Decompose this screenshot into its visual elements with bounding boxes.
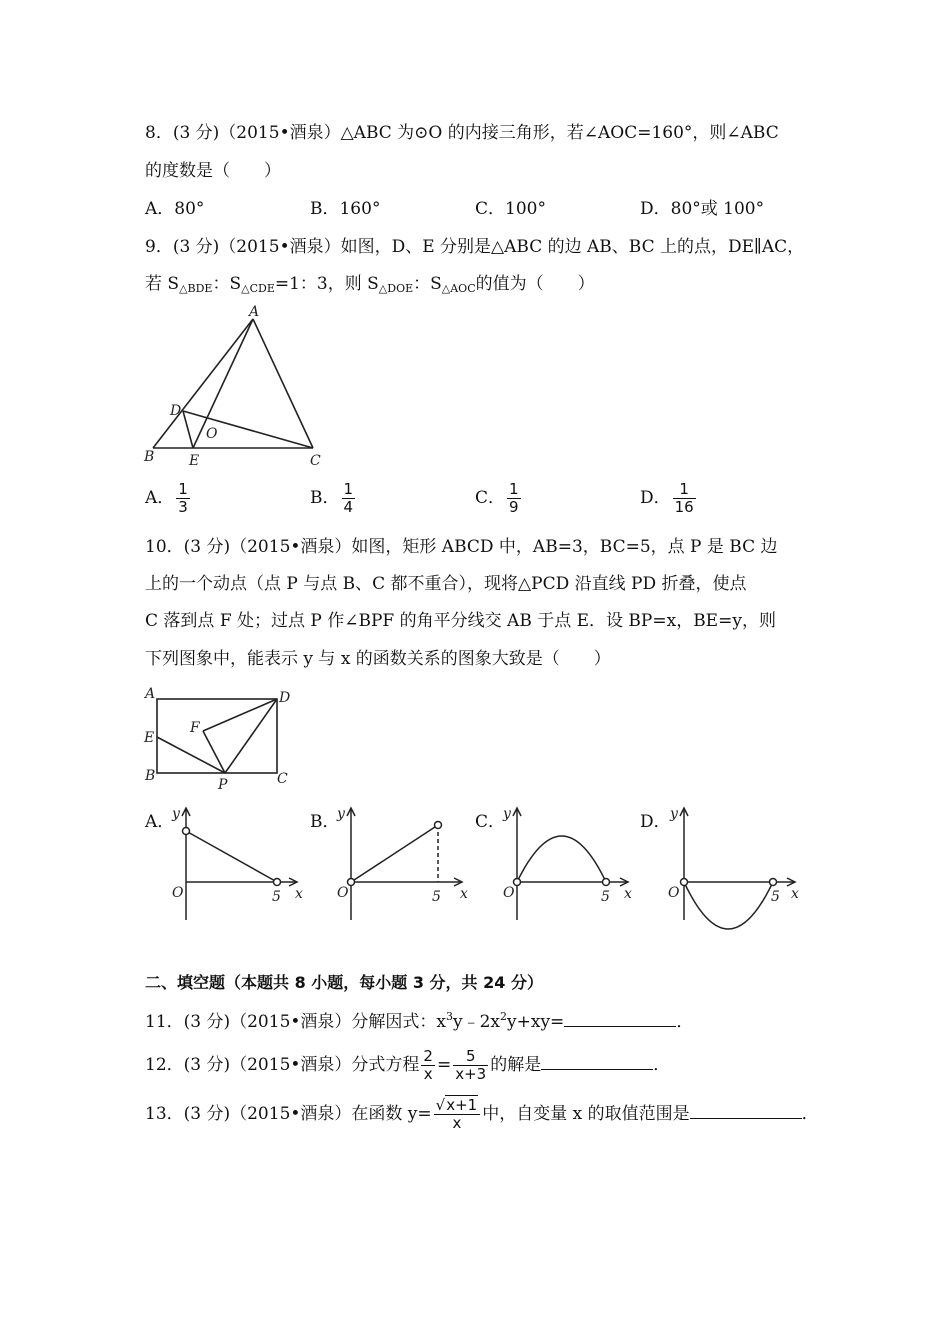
numerator: 5: [453, 1048, 488, 1066]
q9-option-b: [310, 481, 357, 516]
denominator: 3: [178, 498, 188, 516]
q8-option-c: C．100°: [475, 199, 546, 219]
q9-line2: [145, 273, 595, 295]
sqrt-icon: √: [435, 1096, 446, 1114]
origin-label: O: [503, 885, 515, 901]
q8-option-b: B．160°: [310, 199, 381, 219]
tick-label-5: 5: [432, 889, 441, 905]
numerator: 2: [423, 1047, 433, 1065]
label-e: E: [189, 453, 200, 469]
graph-line: [351, 825, 438, 882]
label-p: P: [218, 777, 228, 793]
axis-label-y: y: [670, 806, 678, 822]
q10-rectangle-figure: [140, 684, 300, 794]
fraction: [434, 1097, 481, 1132]
denominator: x: [423, 1065, 433, 1083]
fraction: [673, 481, 696, 516]
q11-text: y﹣2x: [453, 1012, 501, 1032]
answer-blank[interactable]: [541, 1053, 653, 1070]
q12-text: ．: [653, 1055, 671, 1075]
q12-line: [145, 1048, 670, 1083]
q9-sub-aoc: △AOC: [441, 282, 476, 295]
graph-d: [663, 800, 813, 925]
numerator: [434, 1097, 481, 1115]
open-point: [603, 879, 610, 886]
axis-label-x: x: [295, 886, 303, 902]
label-c: C: [277, 771, 288, 787]
q9-text: ：S: [212, 274, 242, 294]
label-e: E: [144, 730, 155, 746]
open-point: [183, 828, 190, 835]
q9-option-a: [145, 481, 192, 516]
origin-label: O: [337, 885, 349, 901]
axis-label-x: x: [460, 886, 468, 902]
tick-label-5: 5: [771, 889, 780, 905]
origin-label: O: [172, 885, 184, 901]
axis-label-y: y: [503, 806, 511, 822]
q9-text: ：S: [413, 274, 442, 294]
q11-text: y+xy=: [507, 1012, 565, 1032]
q8-option-d: D．80°或 100°: [640, 199, 765, 219]
q12-text: 的解是: [490, 1055, 542, 1075]
exponent: 2: [500, 1010, 508, 1023]
numerator: 1: [343, 480, 354, 498]
label-o: O: [206, 426, 218, 442]
graph-c: [496, 800, 646, 925]
open-point: [274, 879, 281, 886]
open-point: [681, 879, 688, 886]
graph-a: [165, 800, 315, 925]
denominator: 4: [343, 498, 354, 516]
segment-ba: [153, 319, 253, 448]
q9-option-d: [640, 481, 698, 516]
q9-sub-cde: △CDE: [241, 282, 275, 295]
label-f: F: [190, 720, 200, 736]
q10-line2: 上的一个动点（点 P 与点 B、C 都不重合），现将△PCD 沿直线 PD 折叠，使点: [145, 574, 747, 594]
answer-blank[interactable]: [564, 1010, 676, 1027]
fraction: [176, 481, 190, 516]
q10-option-d: D．: [640, 812, 671, 832]
label-b: B: [145, 768, 156, 784]
q13-line: [145, 1097, 819, 1132]
numerator: 1: [178, 480, 188, 498]
axis-label-x: x: [791, 886, 799, 902]
option-letter: C．: [475, 488, 506, 508]
exponent: 3: [446, 1010, 453, 1023]
q9-text: 的值为（ ）: [475, 274, 595, 294]
q10-line3: C 落到点 F 处；过点 P 作∠BPF 的角平分线交 AB 于点 E．设 BP=x，BE=y，则: [145, 611, 776, 631]
q11-line: [145, 1010, 693, 1033]
origin-label: O: [668, 885, 680, 901]
fraction: [507, 481, 521, 516]
segment-ac: [253, 319, 313, 448]
numerator: 1: [509, 480, 519, 498]
q13-text: 中，自变量 x 的取值范围是: [482, 1104, 690, 1124]
tick-label-5: 5: [272, 889, 281, 905]
q9-line1: 9．(3 分)（2015•酒泉）如图，D、E 分别是△ABC 的边 AB、BC 上的点，DE∥AC，: [145, 237, 805, 257]
answer-blank[interactable]: [690, 1102, 802, 1119]
q13-text: 13．(3 分)（2015•酒泉）在函数 y=: [145, 1104, 432, 1124]
axis-label-x: x: [624, 886, 632, 902]
fraction: [453, 1048, 488, 1083]
option-letter: A．: [145, 488, 175, 508]
axis-label-y: y: [172, 806, 180, 822]
section-2-title: 二、填空题（本题共 8 小题，每小题 3 分，共 24 分）: [145, 973, 543, 992]
segment-dc: [183, 411, 313, 448]
q9-text: =1：3，则 S: [274, 274, 379, 294]
q10-option-a: A．: [145, 812, 175, 832]
graph-curve: [517, 836, 606, 882]
open-point: [770, 879, 777, 886]
label-b: B: [144, 449, 155, 465]
q9-text: 若 S: [145, 274, 180, 294]
q12-text: 12．(3 分)（2015•酒泉）分式方程: [145, 1055, 420, 1075]
open-point: [514, 879, 521, 886]
denominator: x+3: [455, 1065, 487, 1083]
label-c: C: [310, 453, 321, 469]
tick-label-5: 5: [601, 889, 610, 905]
fraction: [342, 481, 356, 516]
q10-option-b: B．: [310, 812, 340, 832]
graph-curve: [684, 882, 773, 929]
radicand: x+1: [446, 1096, 478, 1114]
q9-triangle-figure: [140, 304, 340, 470]
fraction: [421, 1048, 435, 1083]
denominator: 9: [509, 498, 519, 516]
option-letter: D．: [640, 488, 671, 508]
q11-text: 11．(3 分)（2015•酒泉）分解因式：x: [145, 1012, 446, 1032]
q9-sub-bde: △BDE: [179, 282, 213, 295]
open-point: [435, 822, 442, 829]
q13-text: ．: [801, 1104, 819, 1124]
label-d: D: [170, 403, 182, 419]
segment-de: [183, 411, 193, 448]
q10-line1: 10．(3 分)（2015•酒泉）如图，矩形 ABCD 中，AB=3，BC=5，点 P 是 BC 边: [145, 537, 778, 557]
q9-option-c: [475, 481, 523, 516]
denominator: x: [452, 1114, 462, 1132]
denominator: 16: [674, 498, 694, 516]
label-a: A: [145, 686, 156, 702]
q8-line1: 8．(3 分)（2015•酒泉）△ABC 为⊙O 的内接三角形，若∠AOC=160°，则∠ABC: [145, 123, 779, 143]
equals-sign: =: [436, 1055, 452, 1075]
option-letter: B．: [310, 488, 340, 508]
q11-text: ．: [676, 1012, 694, 1032]
graph-line: [186, 831, 277, 882]
q8-line2: 的度数是（ ）: [145, 161, 281, 181]
rectangle-abcd: [157, 699, 277, 773]
q8-option-a: A．80°: [145, 199, 205, 219]
numerator: 1: [673, 481, 696, 499]
q9-sub-doe: △DOE: [378, 282, 414, 295]
axis-label-y: y: [337, 806, 345, 822]
q10-option-c: C．: [475, 812, 506, 832]
q10-line4: 下列图象中，能表示 y 与 x 的函数关系的图象大致是（ ）: [145, 649, 611, 669]
label-d: D: [279, 690, 291, 706]
graph-b: [330, 800, 480, 925]
label-a: A: [249, 304, 260, 320]
open-point: [348, 879, 355, 886]
